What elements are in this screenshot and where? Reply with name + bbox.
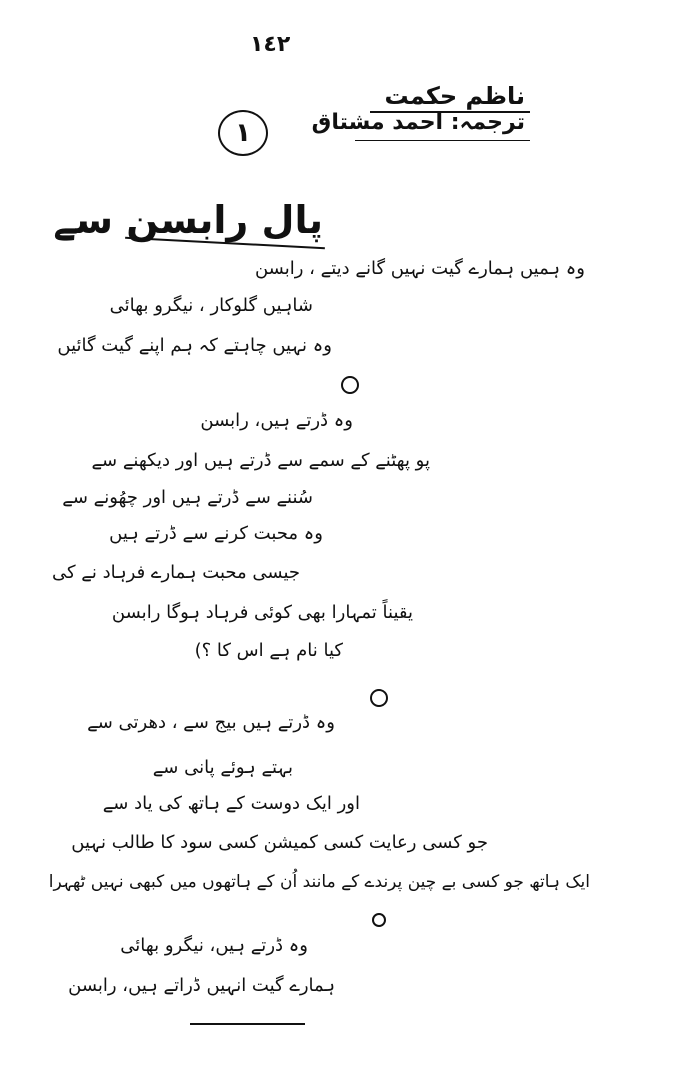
verse-line: کیا نام ہے اس کا ؟) xyxy=(194,640,343,661)
stanza-separator-circle xyxy=(341,376,359,394)
verse-line: ایک ہاتھ جو کسی بے چین پرندے کے مانند اُن کے ہاتھوں میں کبھی نہیں ٹھہرا xyxy=(48,872,590,892)
verse-line: شاہیں گلوکار ، نیگرو بھائی xyxy=(109,295,313,316)
stanza-separator-circle xyxy=(370,689,388,707)
verse-line: یقیناً تمہارا بھی کوئی فرہاد ہوگا رابسن xyxy=(111,602,413,623)
verse-line: جیسی محبت ہمارے فرہاد نے کی xyxy=(52,562,300,583)
verse-line: جو کسی رعایت کسی کمیشن کسی سود کا طالب نہیں xyxy=(71,832,488,853)
section-number: ١ xyxy=(235,118,251,148)
verse-line: وہ محبت کرنے سے ڈرتے ہیں xyxy=(109,523,323,544)
stanza-separator-circle xyxy=(372,913,386,927)
verse-line: وہ ڈرتے ہیں، رابسن xyxy=(200,410,353,431)
translator-underline xyxy=(355,140,530,141)
verse-line: ہمارے گیت انہیں ڈراتے ہیں، رابسن xyxy=(68,975,335,996)
end-rule xyxy=(190,1023,305,1025)
verse-line: وہ ہمیں ہمارے گیت نہیں گانے دیتے ، رابسن xyxy=(254,258,585,279)
verse-line: بہتے ہوئے پانی سے xyxy=(152,757,293,778)
verse-line: سُننے سے ڈرتے ہیں اور چھُونے سے xyxy=(62,487,313,508)
section-number-circle xyxy=(218,110,268,156)
page-number: ١٤٢ xyxy=(250,32,291,57)
translator-credit: ترجمہ: احمد مشتاق xyxy=(311,110,525,135)
verse-line: وہ ڈرتے ہیں بیج سے ، دھرتی سے xyxy=(87,712,335,733)
poem-title: پال رابسن سے xyxy=(53,198,323,242)
poet-name: ناظم حکمت xyxy=(384,82,525,110)
verse-line: وہ ڈرتے ہیں، نیگرو بھائی xyxy=(120,935,308,956)
verse-line: پو پھٹنے کے سمے سے ڈرتے ہیں اور دیکھنے سے xyxy=(91,450,430,471)
verse-line: اور ایک دوست کے ہاتھ کی یاد سے xyxy=(102,793,360,814)
verse-line: وہ نہیں چاہتے کہ ہم اپنے گیت گائیں xyxy=(57,335,332,356)
